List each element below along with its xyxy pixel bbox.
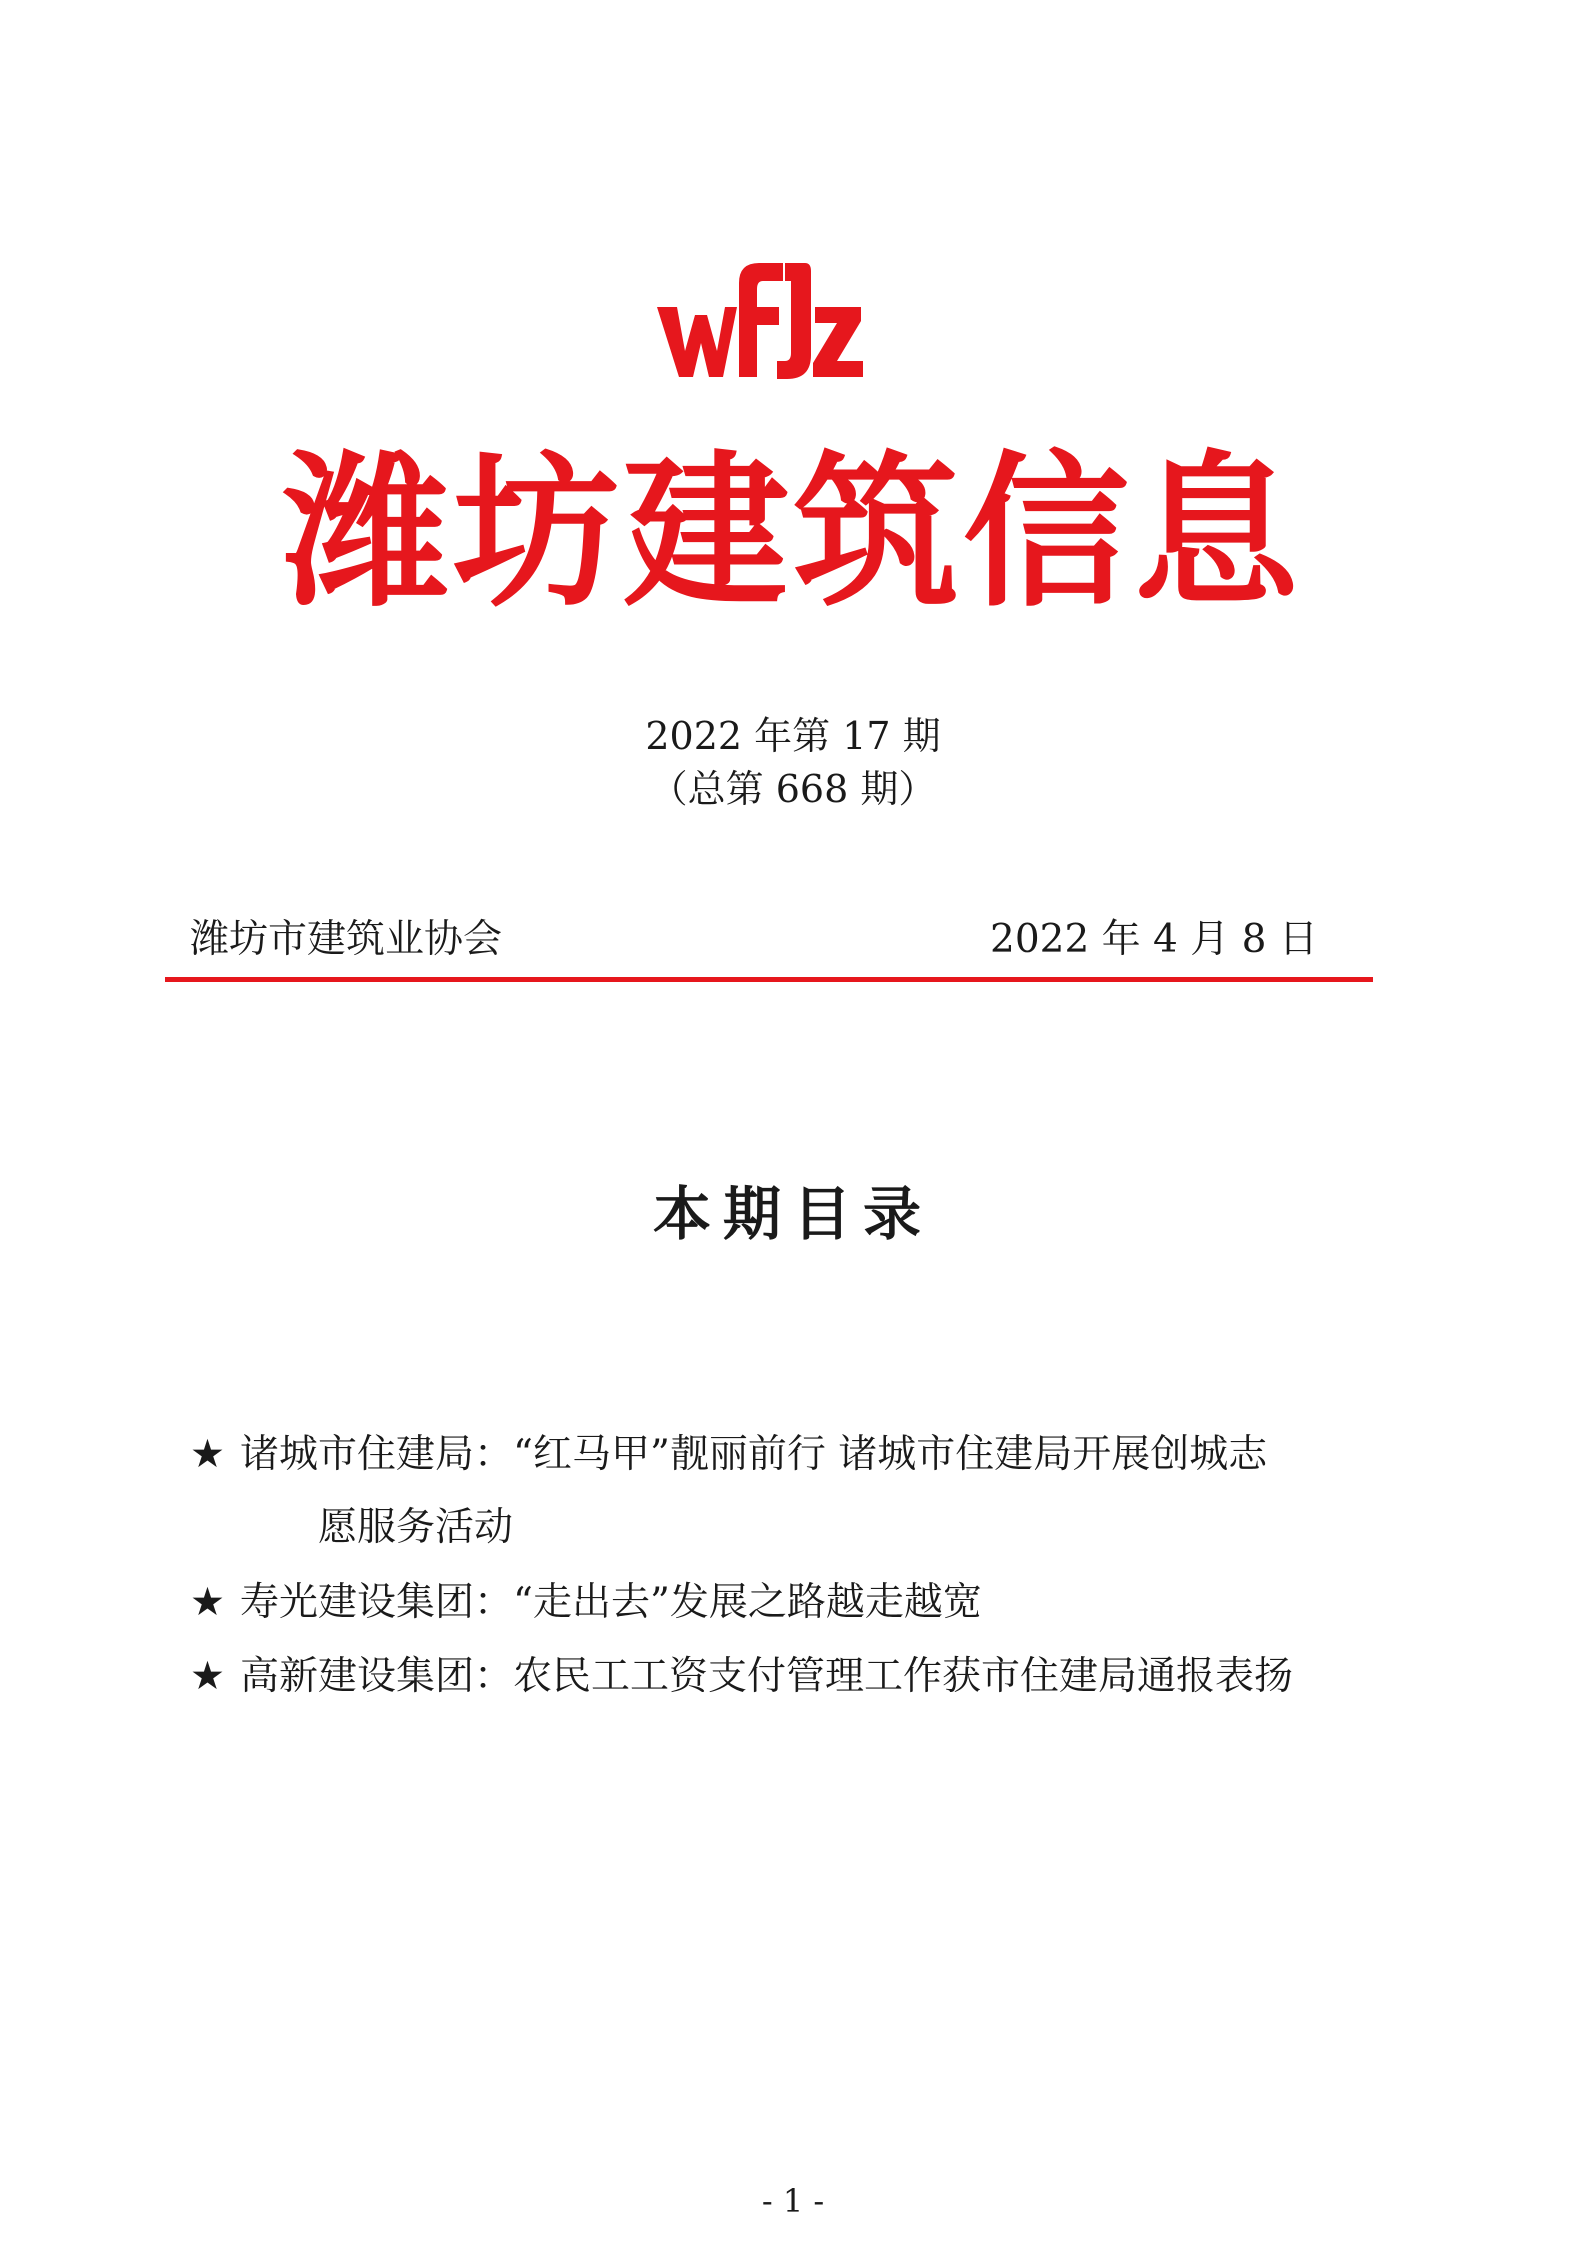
star-bullet-icon: ★ bbox=[190, 1432, 225, 1477]
masthead-title: 潍坊建筑信息 bbox=[283, 435, 1303, 630]
toc-item-text: 寿光建设集团：“走出去”发展之路越走越宽 bbox=[240, 1580, 982, 1625]
publisher-name: 潍坊市建筑业协会 bbox=[190, 917, 503, 962]
toc-item bbox=[190, 1580, 982, 1625]
toc-item-continuation: 愿服务活动 bbox=[318, 1505, 514, 1550]
wfjz-logo bbox=[655, 255, 865, 383]
issue-total-number: （总第 668 期） bbox=[649, 767, 937, 811]
toc-title: 本期目录 bbox=[652, 1180, 933, 1248]
publish-date: 2022 年 4 月 8 日 bbox=[990, 917, 1318, 962]
red-divider-line bbox=[165, 977, 1373, 982]
toc-item-text: 诸城市住建局：“红马甲”靓丽前行 诸城市住建局开展创城志 bbox=[240, 1432, 1268, 1477]
star-bullet-icon: ★ bbox=[190, 1580, 225, 1625]
issue-number: 2022 年第 17 期 bbox=[645, 714, 941, 758]
page-number: - 1 - bbox=[761, 2182, 825, 2220]
toc-item bbox=[190, 1654, 1294, 1699]
star-bullet-icon: ★ bbox=[190, 1654, 225, 1699]
toc-item bbox=[190, 1432, 1268, 1477]
toc-item-text: 高新建设集团：农民工工资支付管理工作获市住建局通报表扬 bbox=[240, 1654, 1294, 1699]
